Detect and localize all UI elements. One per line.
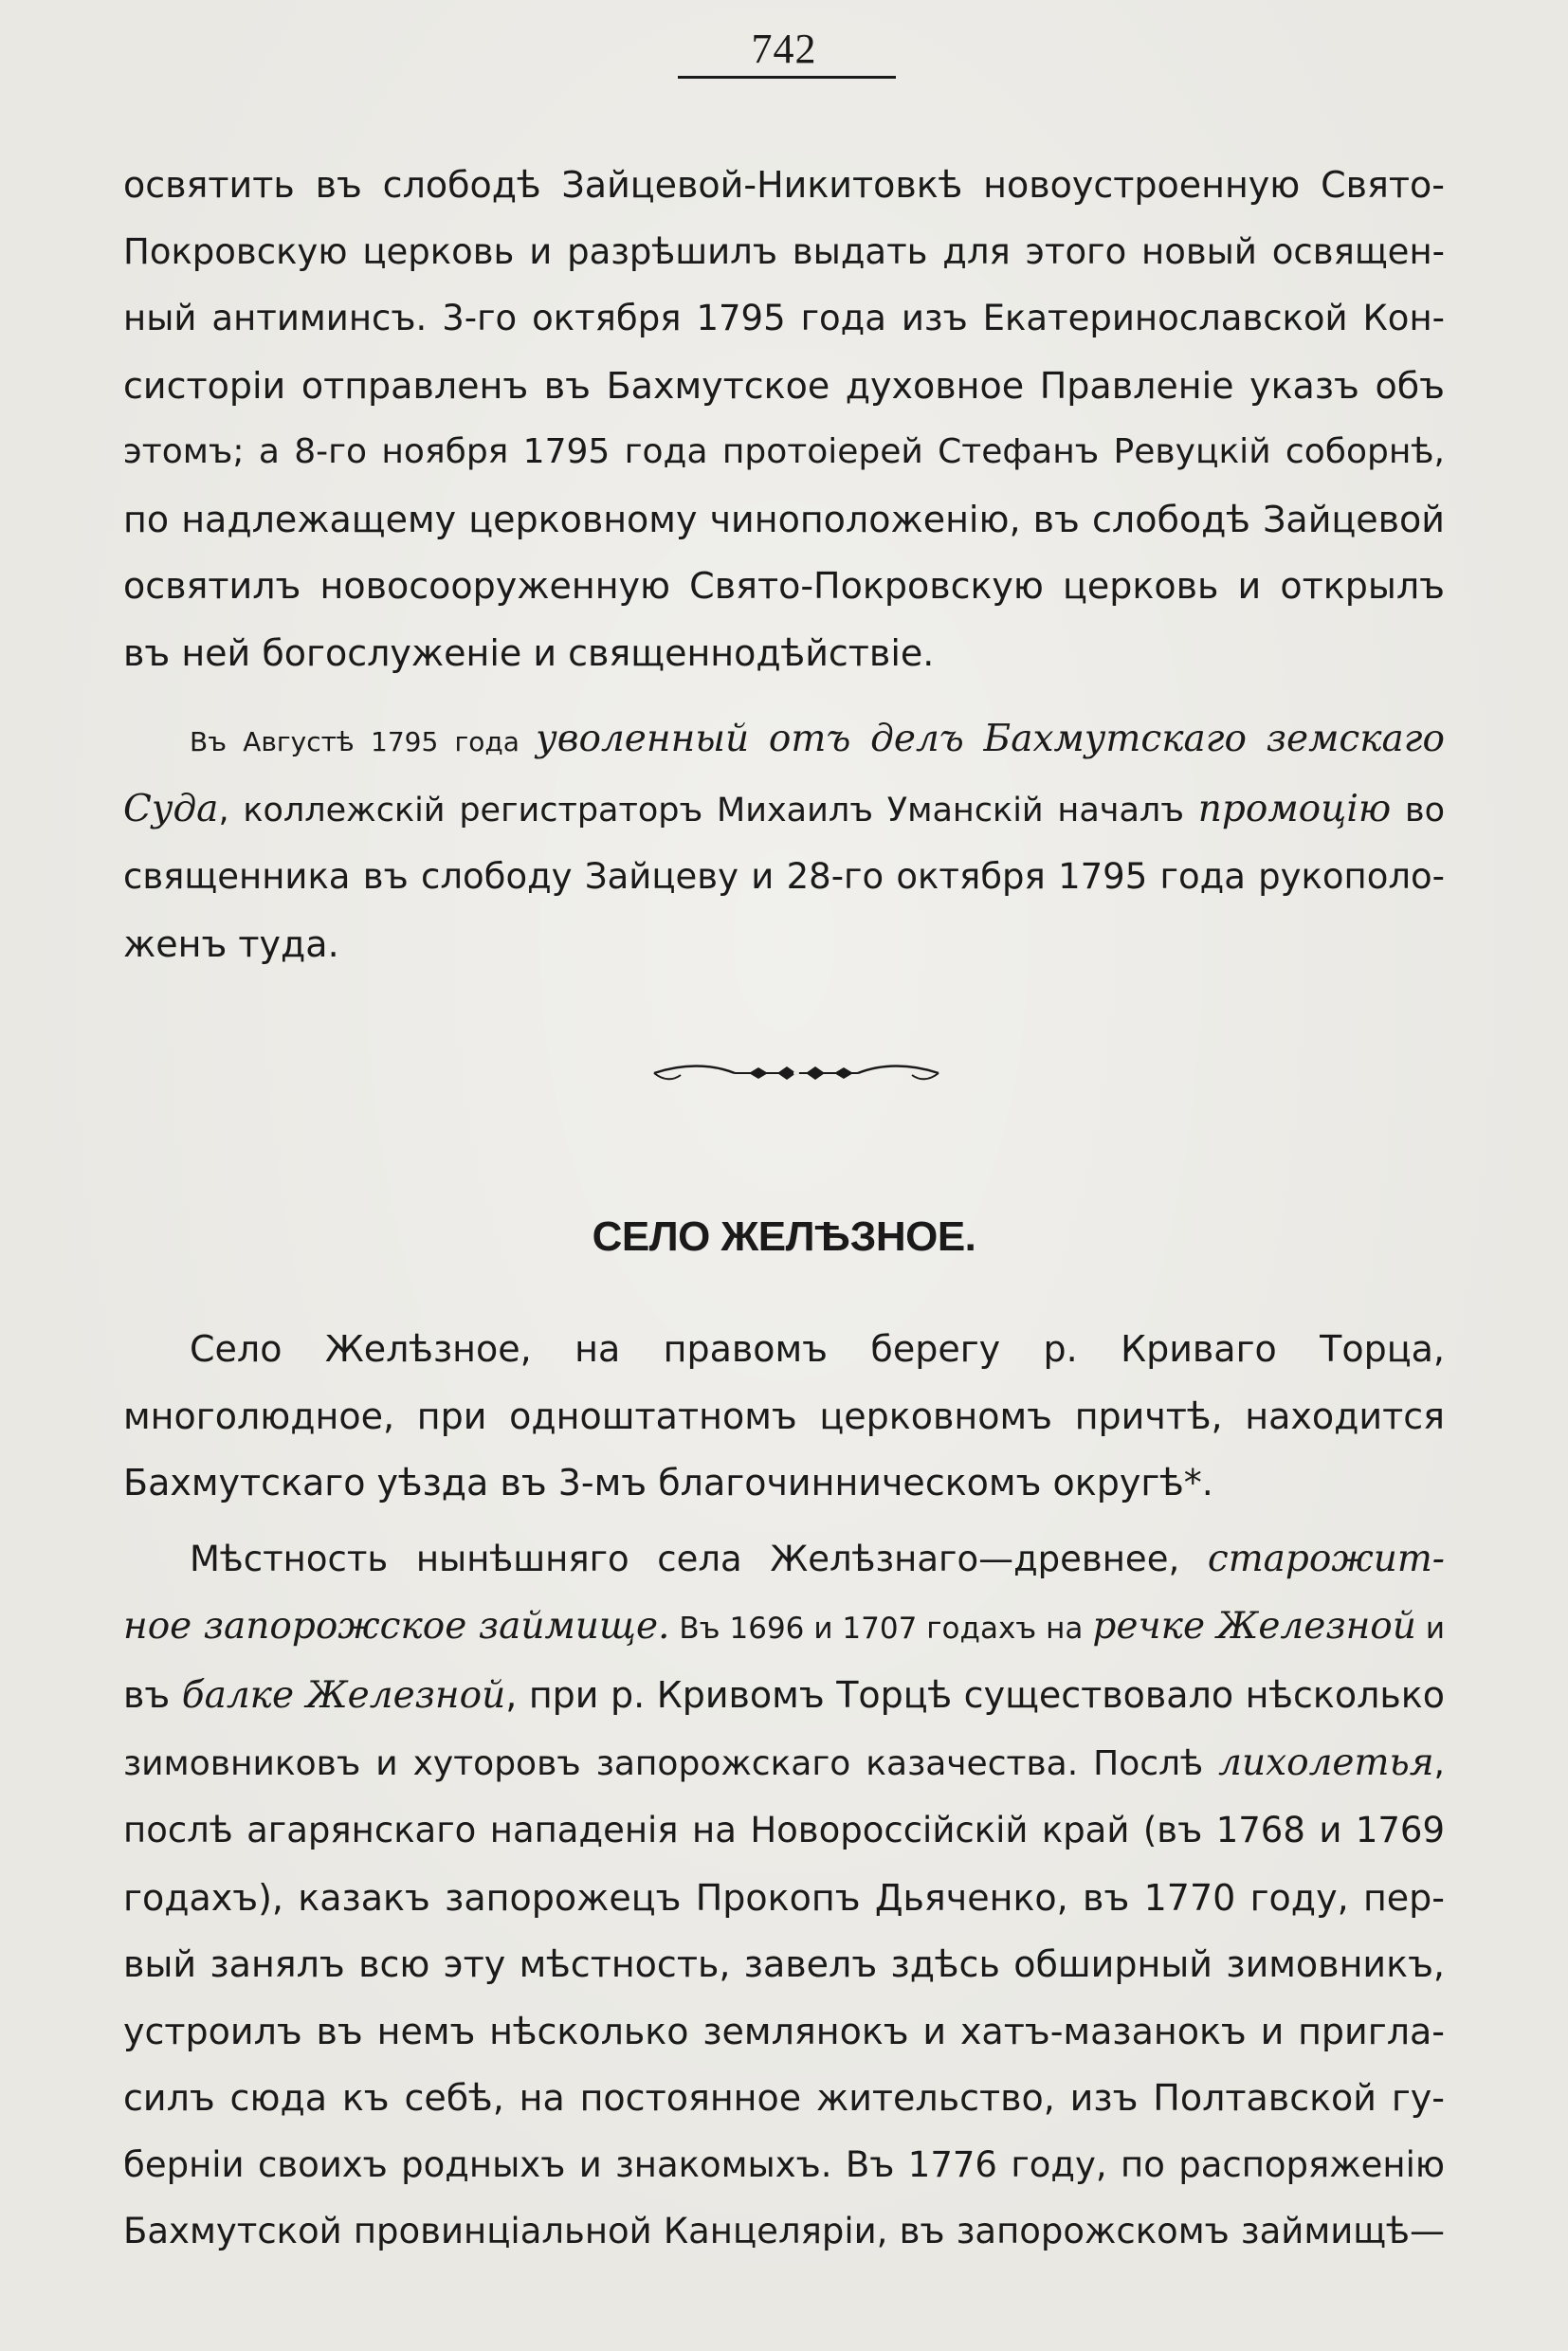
text-span: , коллежскій регистраторъ Михаилъ Уманскій началъ xyxy=(218,791,1198,829)
text-span: , xyxy=(1433,1743,1445,1783)
italic-span: уволенный отъ делъ Бахмутскаго земскаго xyxy=(536,718,1445,760)
text-line xyxy=(123,1730,1445,1798)
text-span: во xyxy=(1391,791,1446,829)
paragraph-3 xyxy=(123,1316,1445,1517)
text-line: по надлежащему церковному чиноположенію, въ слободѣ Зайцевой xyxy=(123,498,1445,540)
text-line: годахъ), казакъ запорожецъ Прокопъ Дьяченко, въ 1770 году, пер- xyxy=(123,1876,1445,1919)
text-line: Покровскую церковь и разрѣшилъ выдать для этого новый освящен- xyxy=(123,230,1445,272)
text-line: Бахмутской провинціальной Канцеляріи, въ запорожскомъ займищѣ— xyxy=(123,2211,1445,2251)
italic-span: балке Железной xyxy=(181,1674,506,1717)
italic-span: промоцію xyxy=(1197,787,1392,830)
text-line: священника въ слободу Зайцеву и 28-го октября 1795 года рукополо- xyxy=(123,856,1445,897)
text-line: освятилъ новосооруженную Свято-Покровскую церковь и открылъ xyxy=(123,565,1445,607)
text-span: и xyxy=(1415,1611,1445,1646)
text-line: многолюдное, при одноштатномъ церковномъ причтѣ, находится xyxy=(123,1394,1445,1437)
text-line xyxy=(123,706,1445,776)
italic-span: лихолетья xyxy=(1218,1740,1434,1784)
text-span: Въ Августѣ 1795 года xyxy=(190,726,537,757)
text-line: систоріи отправленъ въ Бахмутское духовное Правленіе указъ объ xyxy=(123,364,1445,407)
text-span: въ xyxy=(123,1674,182,1716)
text-line: освятить въ слободѣ Зайцевой-Никитовкѣ новоустроенную Свято- xyxy=(123,164,1445,206)
text-span: , при р. Кривомъ Торцѣ существовало нѣсколько xyxy=(505,1674,1445,1716)
text-line: вый занялъ всю эту мѣстность, завелъ здѣсь обширный зимовникъ, xyxy=(123,1943,1445,1985)
italic-span: ное запорожское займище. xyxy=(123,1604,670,1648)
section-title: СЕЛО ЖЕЛѢЗНОЕ. xyxy=(592,1213,976,1260)
text-line: силъ сюда къ себѣ, на постоянное жительство, изъ Полтавской гу- xyxy=(123,2077,1445,2119)
text-span: Мѣстность нынѣшняго села Желѣзнаго—древнее, xyxy=(190,1539,1208,1579)
paragraph-1 xyxy=(123,152,1445,686)
paragraph-4 xyxy=(123,1526,1445,2266)
ornament-divider xyxy=(645,1054,948,1092)
text-line: послѣ агарянскаго нападенія на Новороссійскій край (въ 1768 и 1769 xyxy=(123,1810,1445,1850)
text-span: Въ 1696 и 1707 годахъ на xyxy=(669,1611,1093,1646)
text-line: ный антиминсъ. 3-го октября 1795 года изъ Екатеринославской Кон- xyxy=(123,298,1445,338)
text-line: этомъ; а 8-го ноября 1795 года протоіерей Стефанъ Ревуцкій соборнѣ, xyxy=(123,432,1445,471)
text-span: зимовниковъ и хуторовъ запорожскаго казачества. Послѣ xyxy=(123,1743,1219,1783)
italic-span: старожит- xyxy=(1207,1538,1445,1580)
text-line: устроилъ въ немъ нѣсколько землянокъ и хатъ-мазанокъ и пригла- xyxy=(123,2010,1445,2052)
page-number: 742 xyxy=(751,26,817,72)
text-line xyxy=(123,1594,1445,1663)
paragraph-2 xyxy=(123,706,1445,977)
text-line: женъ туда. xyxy=(123,922,339,965)
header-rule xyxy=(678,76,896,79)
italic-span: речке Железной xyxy=(1092,1604,1416,1648)
text-line xyxy=(123,776,1445,845)
italic-span: Суда xyxy=(123,787,219,830)
text-line: въ ней богослуженіе и священнодѣйствіе. xyxy=(123,631,935,674)
text-line: Бахмутскаго уѣзда въ 3-мъ благочинническомъ округѣ*. xyxy=(123,1462,1213,1504)
text-line: берніи своихъ родныхъ и знакомыхъ. Въ 1776 году, по распоряженію xyxy=(123,2143,1445,2185)
text-line: Село Желѣзное, на правомъ берегу р. Криваго Торца, xyxy=(190,1328,1445,1370)
text-line xyxy=(123,1526,1445,1594)
text-line xyxy=(123,1662,1445,1730)
